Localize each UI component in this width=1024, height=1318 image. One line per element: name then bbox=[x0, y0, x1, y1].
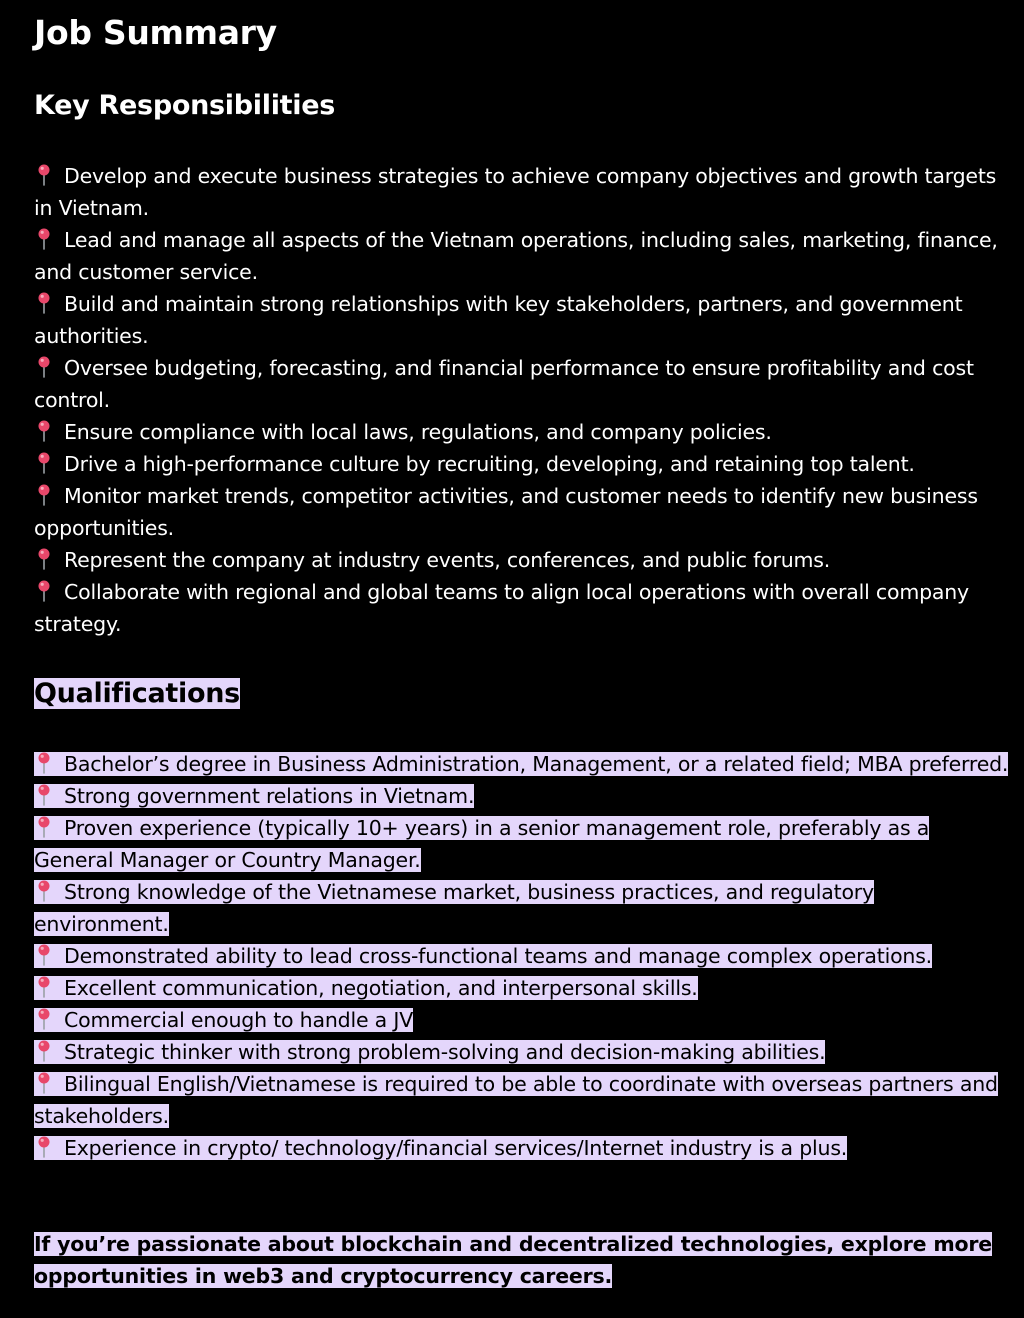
responsibility-item-content bbox=[34, 356, 974, 412]
qualifications-heading bbox=[34, 676, 240, 712]
responsibility-item-text: Ensure compliance with local laws, regulations, and company policies. bbox=[64, 420, 772, 444]
qualification-item bbox=[34, 1036, 1009, 1068]
round-pushpin-icon bbox=[34, 1008, 54, 1030]
qualification-item bbox=[34, 748, 1009, 780]
qualification-item-text: Strategic thinker with strong problem-solving and decision-making abilities. bbox=[64, 1040, 826, 1064]
responsibility-item bbox=[34, 352, 1009, 416]
responsibility-item-content bbox=[34, 484, 978, 540]
responsibility-item-content bbox=[34, 580, 969, 636]
qualification-item-content bbox=[34, 1008, 413, 1032]
qualification-item bbox=[34, 1068, 1009, 1132]
qualification-item bbox=[34, 1004, 1009, 1036]
round-pushpin-icon bbox=[34, 816, 54, 838]
qualification-item bbox=[34, 812, 1009, 876]
responsibility-item-text: Lead and manage all aspects of the Vietnam operations, including sales, marketing, finance, and customer service. bbox=[34, 228, 998, 284]
responsibility-item-text: Develop and execute business strategies to achieve company objectives and growth targets in Vietnam. bbox=[34, 164, 997, 220]
qualification-item-content bbox=[34, 816, 929, 872]
qualification-item-content bbox=[34, 1136, 847, 1160]
qualification-item-content bbox=[34, 784, 474, 808]
round-pushpin-icon bbox=[34, 292, 54, 314]
responsibility-item-content bbox=[34, 452, 915, 476]
round-pushpin-icon bbox=[34, 1072, 54, 1094]
qualification-item bbox=[34, 940, 1009, 972]
qualification-item-text: Strong knowledge of the Vietnamese market, business practices, and regulatory environment. bbox=[34, 880, 874, 936]
responsibility-item-text: Build and maintain strong relationships with key stakeholders, partners, and government authorities. bbox=[34, 292, 963, 348]
qualification-item-content bbox=[34, 752, 1008, 776]
round-pushpin-icon bbox=[34, 356, 54, 378]
round-pushpin-icon bbox=[34, 420, 54, 442]
round-pushpin-icon bbox=[34, 548, 54, 570]
round-pushpin-icon bbox=[34, 784, 54, 806]
qualifications-heading-text: Qualifications bbox=[34, 678, 240, 709]
closing-note bbox=[34, 1228, 1009, 1292]
round-pushpin-icon bbox=[34, 944, 54, 966]
qualification-item bbox=[34, 972, 1009, 1004]
responsibility-item bbox=[34, 448, 1009, 480]
qualification-item-text: Excellent communication, negotiation, and interpersonal skills. bbox=[64, 976, 698, 1000]
qualification-item-text: Strong government relations in Vietnam. bbox=[64, 784, 475, 808]
responsibility-item-content bbox=[34, 164, 996, 220]
qualification-item-content bbox=[34, 944, 932, 968]
responsibility-item-text: Drive a high-performance culture by recruiting, developing, and retaining top talent. bbox=[64, 452, 915, 476]
responsibility-item-text: Represent the company at industry events, conferences, and public forums. bbox=[64, 548, 831, 572]
qualification-item-text: Bachelor’s degree in Business Administration, Management, or a related field; MBA preferred. bbox=[64, 752, 1009, 776]
qualification-item-content bbox=[34, 1072, 998, 1128]
qualification-item bbox=[34, 1132, 1009, 1164]
responsibilities-heading: Key Responsibilities bbox=[34, 90, 335, 121]
responsibility-item-content bbox=[34, 228, 998, 284]
qualification-item-text: Demonstrated ability to lead cross-functional teams and manage complex operations. bbox=[64, 944, 933, 968]
round-pushpin-icon bbox=[34, 484, 54, 506]
qualification-item-text: Experience in crypto/ technology/financial services/Internet industry is a plus. bbox=[64, 1136, 848, 1160]
qualification-item-text: Proven experience (typically 10+ years) in a senior management role, preferably as a General Manager or Country Manager. bbox=[34, 816, 930, 872]
responsibility-item-text: Oversee budgeting, forecasting, and financial performance to ensure profitability and cost control. bbox=[34, 356, 974, 412]
round-pushpin-icon bbox=[34, 580, 54, 602]
qualification-item-content bbox=[34, 976, 698, 1000]
responsibility-item bbox=[34, 224, 1009, 288]
qualification-item-text: Commercial enough to handle a JV bbox=[64, 1008, 414, 1032]
responsibility-item-content bbox=[34, 292, 962, 348]
qualifications-list bbox=[34, 748, 1009, 1164]
responsibility-item bbox=[34, 544, 1009, 576]
responsibility-item-text: Collaborate with regional and global teams to align local operations with overall company strategy. bbox=[34, 580, 969, 636]
qualification-item-content bbox=[34, 1040, 825, 1064]
round-pushpin-icon bbox=[34, 880, 54, 902]
responsibility-item-text: Monitor market trends, competitor activities, and customer needs to identify new business opportunities. bbox=[34, 484, 978, 540]
responsibility-item bbox=[34, 160, 1009, 224]
page-title: Job Summary bbox=[34, 13, 277, 52]
responsibility-item bbox=[34, 288, 1009, 352]
responsibility-item bbox=[34, 576, 1009, 640]
qualification-item bbox=[34, 876, 1009, 940]
responsibility-item-content bbox=[34, 420, 772, 444]
responsibility-item bbox=[34, 480, 1009, 544]
qualification-item bbox=[34, 780, 1009, 812]
closing-note-text: If you’re passionate about blockchain and decentralized technologies, explore more opportunities in web3 and cryptocurrency careers. bbox=[34, 1232, 992, 1288]
qualification-item-content bbox=[34, 880, 874, 936]
round-pushpin-icon bbox=[34, 976, 54, 998]
responsibility-item-content bbox=[34, 548, 830, 572]
round-pushpin-icon bbox=[34, 228, 54, 250]
qualification-item-text: Bilingual English/Vietnamese is required to be able to coordinate with overseas partners and stakeholders. bbox=[34, 1072, 998, 1128]
round-pushpin-icon bbox=[34, 452, 54, 474]
round-pushpin-icon bbox=[34, 164, 54, 186]
round-pushpin-icon bbox=[34, 752, 54, 774]
responsibilities-list bbox=[34, 160, 1009, 640]
round-pushpin-icon bbox=[34, 1136, 54, 1158]
round-pushpin-icon bbox=[34, 1040, 54, 1062]
responsibility-item bbox=[34, 416, 1009, 448]
